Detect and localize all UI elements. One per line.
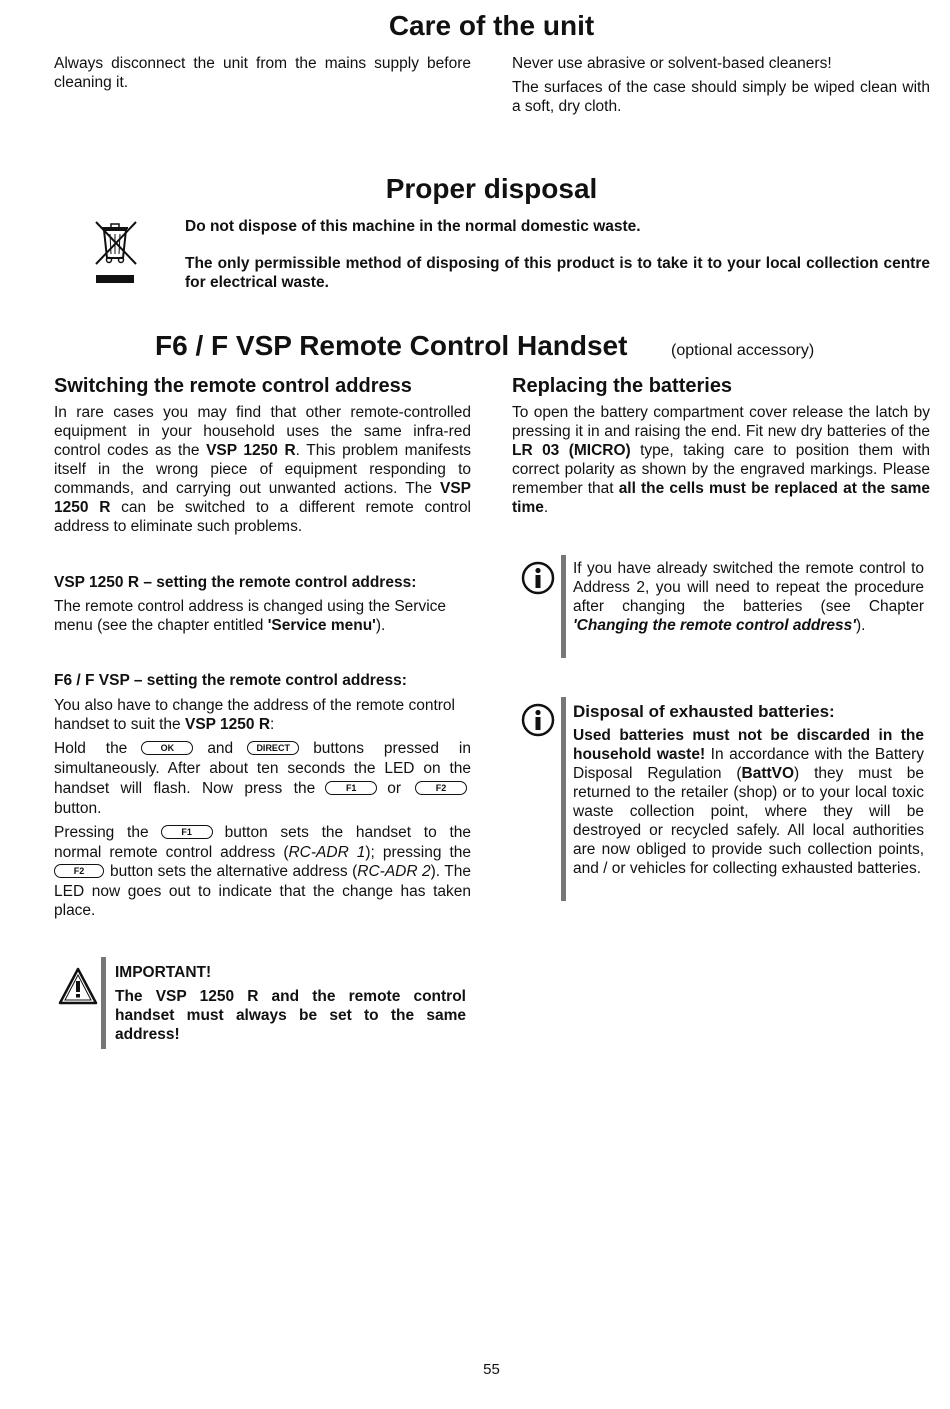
important-text: The VSP 1250 R and the remote control handset must always be set to the same address! — [115, 988, 466, 1043]
page-number: 55 — [483, 1361, 500, 1378]
switching-heading: Switching the remote control address — [54, 375, 412, 397]
f6-address-text-2: Hold the OK and DIRECT buttons pressed in simultaneously. After about ten seconds the LED on the handset will flash. Now press the F1 or F2 button. — [54, 740, 471, 817]
remote-title: F6 / F VSP Remote Control Handset — [155, 330, 628, 361]
disposal-line-2: The only permissible method of disposing of this product is to take it to your local collection centre for electrical waste. — [185, 255, 930, 291]
care-left-text: Always disconnect the unit from the mains supply before cleaning it. — [54, 55, 471, 91]
care-right-text-2: The surfaces of the case should simply be wiped clean with a soft, dry cloth. — [512, 79, 930, 115]
care-title: Care of the unit — [388, 10, 595, 41]
disposal-note-bar — [561, 697, 566, 901]
f6-address-text-1: You also have to change the address of the remote control handset to suit the VSP 1250 R: — [54, 697, 455, 733]
info-icon — [521, 561, 555, 595]
direct-key-icon: DIRECT — [247, 741, 299, 755]
disposal-line-1: Do not dispose of this machine in the normal domestic waste. — [185, 218, 641, 235]
optional-accessory-note: (optional accessory) — [671, 342, 815, 359]
ok-key-icon: OK — [141, 741, 193, 755]
warning-triangle-icon — [57, 966, 99, 1006]
vsp-address-text: The remote control address is changed using the Service menu (see the chapter entitled 'Service menu'). — [54, 598, 447, 634]
batteries-paragraph: To open the battery compartment cover release the latch by pressing it in and raising the end. Fit new dry batteries of the LR 03 (MICRO) type, taking care to position them with correct polarity as shown by the engraved markings. Please remember that all the cells must be replaced at the same time. — [512, 404, 931, 516]
switching-paragraph: In rare cases you may find that other remote-controlled equipment in your household uses the same infra-red control codes as the VSP 1250 R. This problem manifests itself in the wrong piece of equipment responding to commands, and carrying out unwanted actions. The VSP 1250 R can be switched to a different remote control address to eliminate such problems. — [54, 404, 472, 535]
f6-address-heading: F6 / F VSP – setting the remote control address: — [54, 672, 407, 689]
info-icon — [521, 703, 555, 737]
vsp-address-heading: VSP 1250 R – setting the remote control address: — [54, 574, 417, 591]
care-right-text-1: Never use abrasive or solvent-based cleaners! — [512, 55, 832, 72]
f1-key-icon: F1 — [325, 781, 377, 795]
crossed-out-bin-icon — [92, 218, 140, 286]
exhausted-batteries-text: Used batteries must not be discarded in the household waste! In accordance with the Battery Disposal Regulation (BattVO) they must be returned to the retailer (shop) or to your local toxic waste collection point, where they will be destroyed or recycled safely. All local authorities are now obliged to provide such collection points, and / or vehicles for collecting exhausted batteries. — [573, 727, 924, 877]
batteries-note: If you have already switched the remote control to Address 2, you will need to repeat the procedure after changing the batteries (see Chapter 'Changing the remote control address'). — [573, 560, 924, 634]
f6-address-text-3: Pressing the F1 button sets the handset to the normal remote control address (RC-ADR 1); pressing the F2 button sets the alternative address (RC-ADR 2). The LED now goes out to indicate that the change has taken place. — [54, 824, 472, 919]
f2-key-icon: F2 — [415, 781, 467, 795]
exhausted-batteries-heading: Disposal of exhausted batteries: — [573, 702, 835, 721]
important-bar — [101, 957, 106, 1049]
disposal-title: Proper disposal — [385, 173, 598, 204]
note-bar — [561, 555, 566, 658]
f2-key-icon: F2 — [54, 864, 104, 878]
important-label: IMPORTANT! — [115, 964, 212, 981]
f1-key-icon: F1 — [161, 825, 213, 839]
batteries-heading: Replacing the batteries — [512, 375, 733, 397]
